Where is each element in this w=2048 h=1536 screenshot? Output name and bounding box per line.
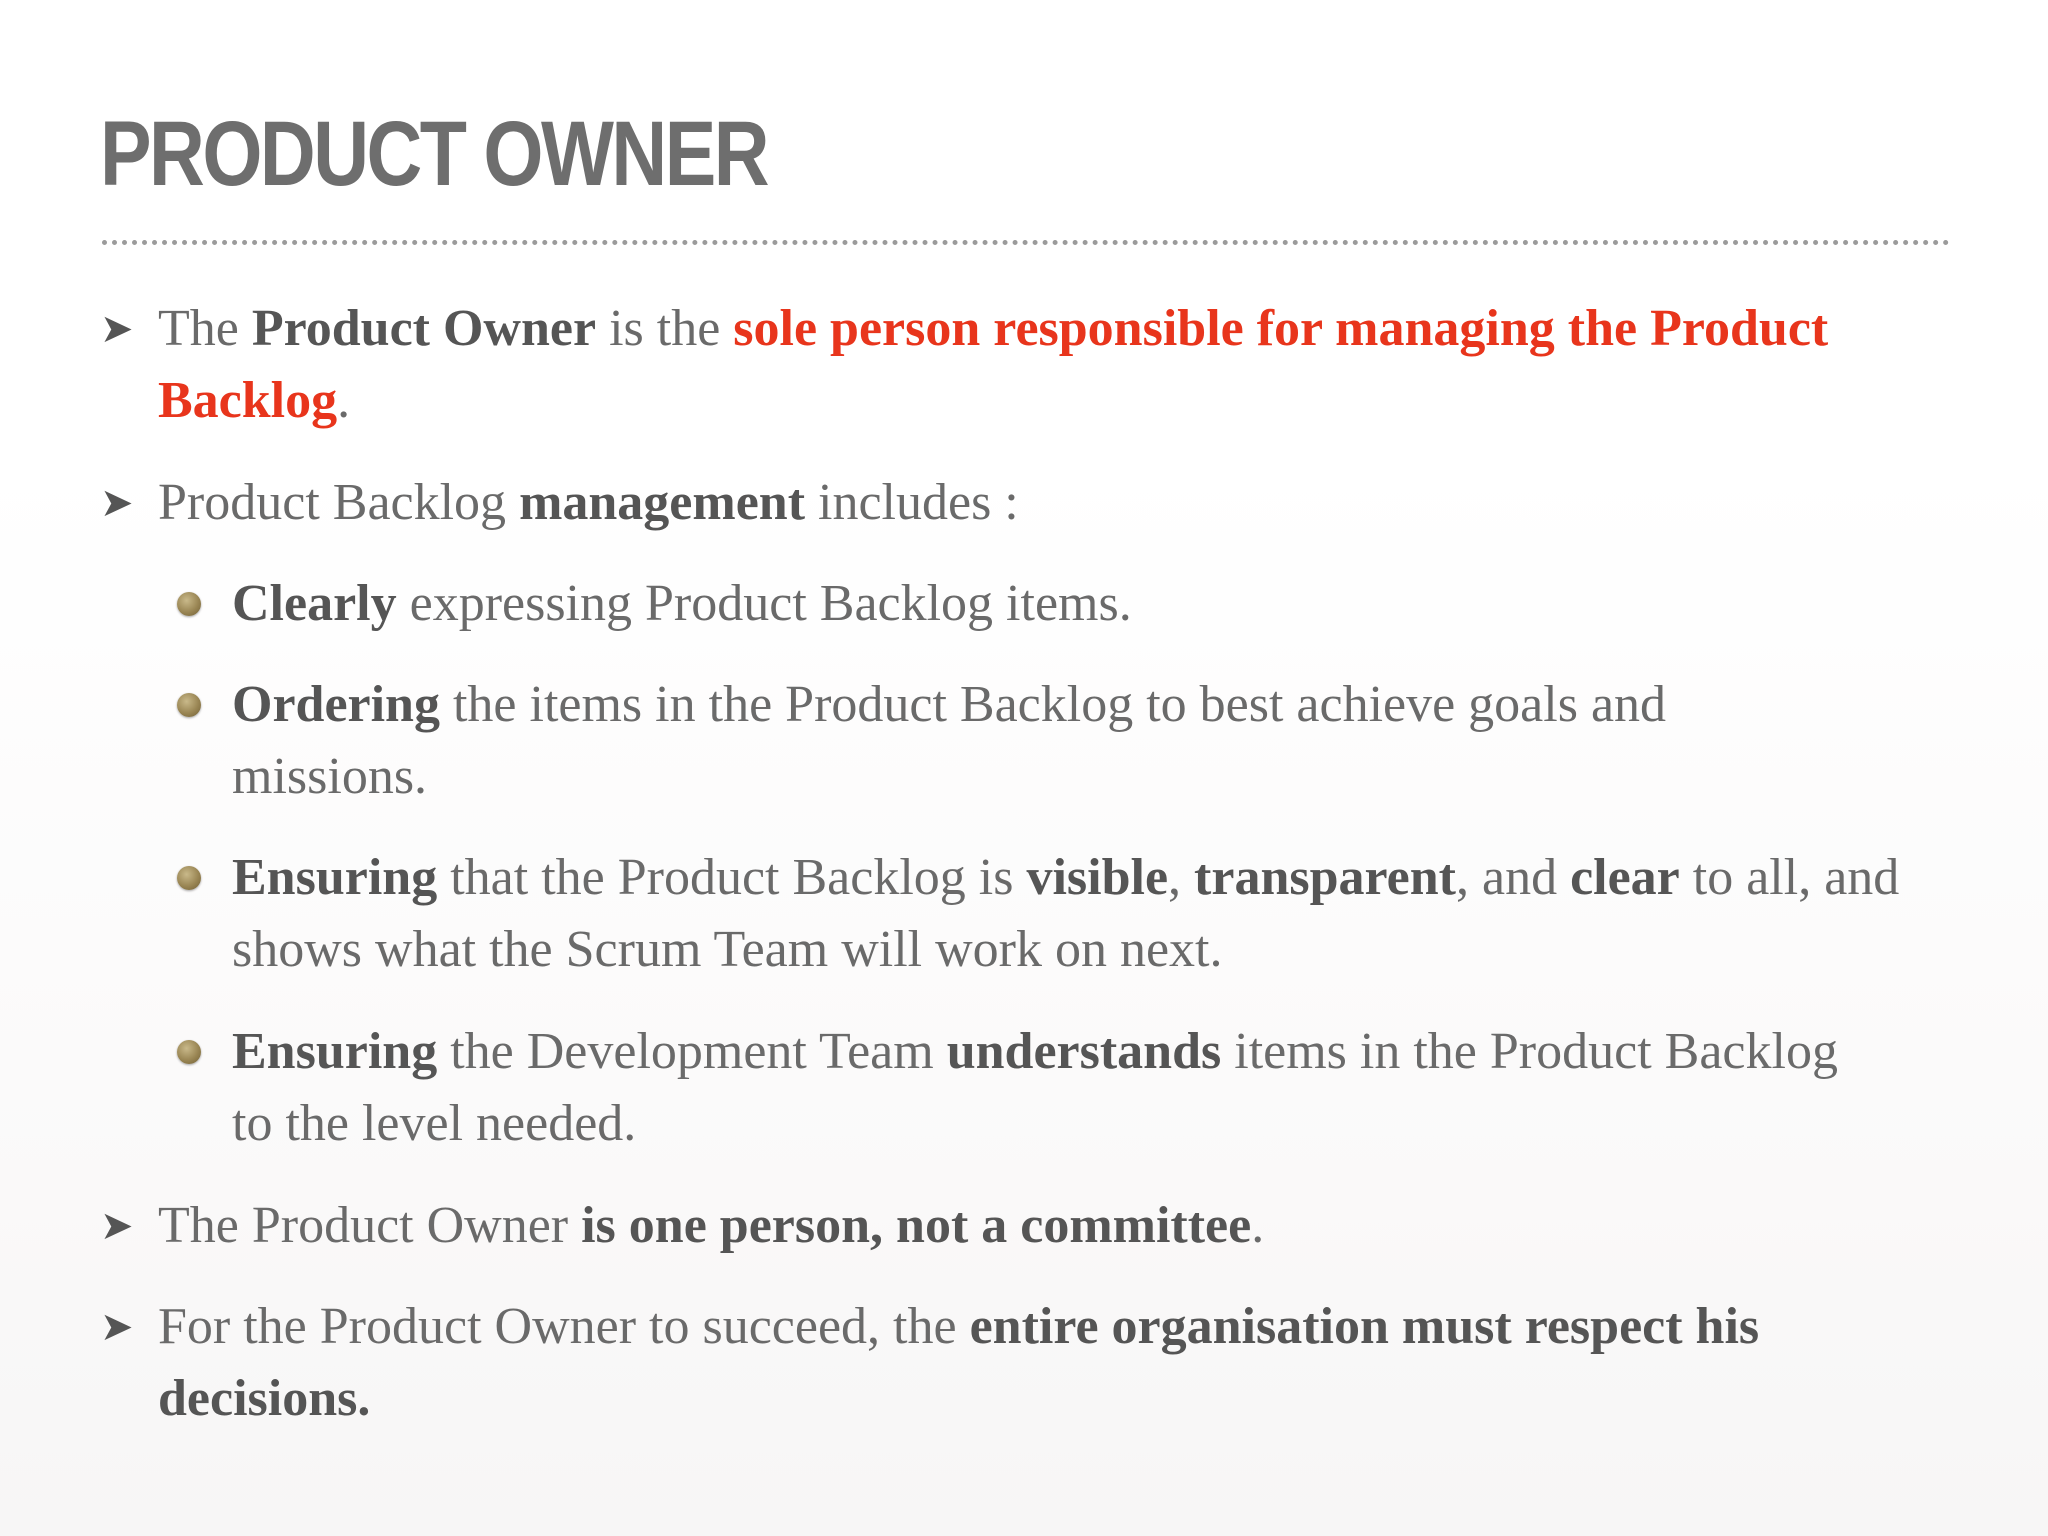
sub-bullet-3-bold-a: Ensuring (232, 849, 438, 906)
round-bullet-icon (177, 1040, 201, 1064)
sub-bullet-2-text: the items in the Product Backlog to best achieve goals and missions. (232, 676, 1667, 805)
bullet-1-text-b: is the (596, 300, 734, 357)
slide-title: PRODUCT OWNER (100, 103, 768, 205)
bullet-4 (158, 1291, 1918, 1435)
round-bullet-icon (177, 592, 201, 616)
round-bullet-icon (177, 693, 201, 717)
sub-bullet-3 (232, 842, 1932, 986)
sub-bullet-4-text-a: the Development Team (437, 1023, 947, 1080)
arrowhead-bullet-icon: ➤ (100, 306, 134, 352)
arrowhead-bullet-icon: ➤ (100, 480, 134, 526)
bullet-2-text-a: Product Backlog (158, 474, 520, 531)
sub-bullet-4-bold-b: understands (946, 1023, 1222, 1080)
bullet-1-text-a: The (158, 300, 252, 357)
sub-bullet-3-bold-c: transparent (1194, 849, 1456, 906)
sub-bullet-3-bold-b: visible (1026, 849, 1169, 906)
sub-bullet-3-text-b: , (1168, 849, 1195, 906)
sub-bullet-3-text-d: to all, and shows what the Scrum Team will work on next. (232, 849, 1900, 978)
sub-bullet-1-text: expressing Product Backlog items. (396, 575, 1132, 632)
bullet-3-bold-a: is one person, not a committee (581, 1197, 1252, 1254)
bullet-2-text-b: includes : (805, 474, 1019, 531)
sub-bullet-3-text-a: that the Product Backlog is (437, 849, 1027, 906)
bullet-2-bold-a: management (519, 474, 806, 531)
bullet-3 (158, 1190, 1918, 1262)
sub-bullet-1-bold: Clearly (232, 575, 397, 632)
sub-bullet-1 (232, 568, 1932, 640)
title-divider (102, 240, 1950, 245)
sub-bullet-2 (232, 669, 1872, 813)
arrowhead-bullet-icon: ➤ (100, 1304, 134, 1350)
bullet-3-text-a: The Product Owner (158, 1197, 582, 1254)
sub-bullet-4-text-b: items in the Product Backlog to the level needed. (232, 1023, 1838, 1152)
bullet-1-text-c: . (337, 372, 351, 429)
bullet-1-bold-a: Product Owner (251, 300, 597, 357)
bullet-1-highlight: sole person responsible for managing the Product Backlog (158, 300, 1829, 429)
bullet-4-bold-a: entire organisation must respect his decisions. (158, 1298, 1760, 1427)
sub-bullet-2-bold: Ordering (232, 676, 440, 733)
bullet-2 (158, 467, 1918, 539)
sub-bullet-4-bold-a: Ensuring (232, 1023, 438, 1080)
arrowhead-bullet-icon: ➤ (100, 1203, 134, 1249)
sub-bullet-3-text-c: , and (1455, 849, 1571, 906)
sub-bullet-3-bold-d: clear (1570, 849, 1680, 906)
round-bullet-icon (177, 866, 201, 890)
bullet-4-text-a: For the Product Owner to succeed, the (158, 1298, 970, 1355)
bullet-3-text-b: . (1251, 1197, 1265, 1254)
sub-bullet-4 (232, 1016, 1872, 1160)
bullet-1 (158, 293, 1918, 437)
